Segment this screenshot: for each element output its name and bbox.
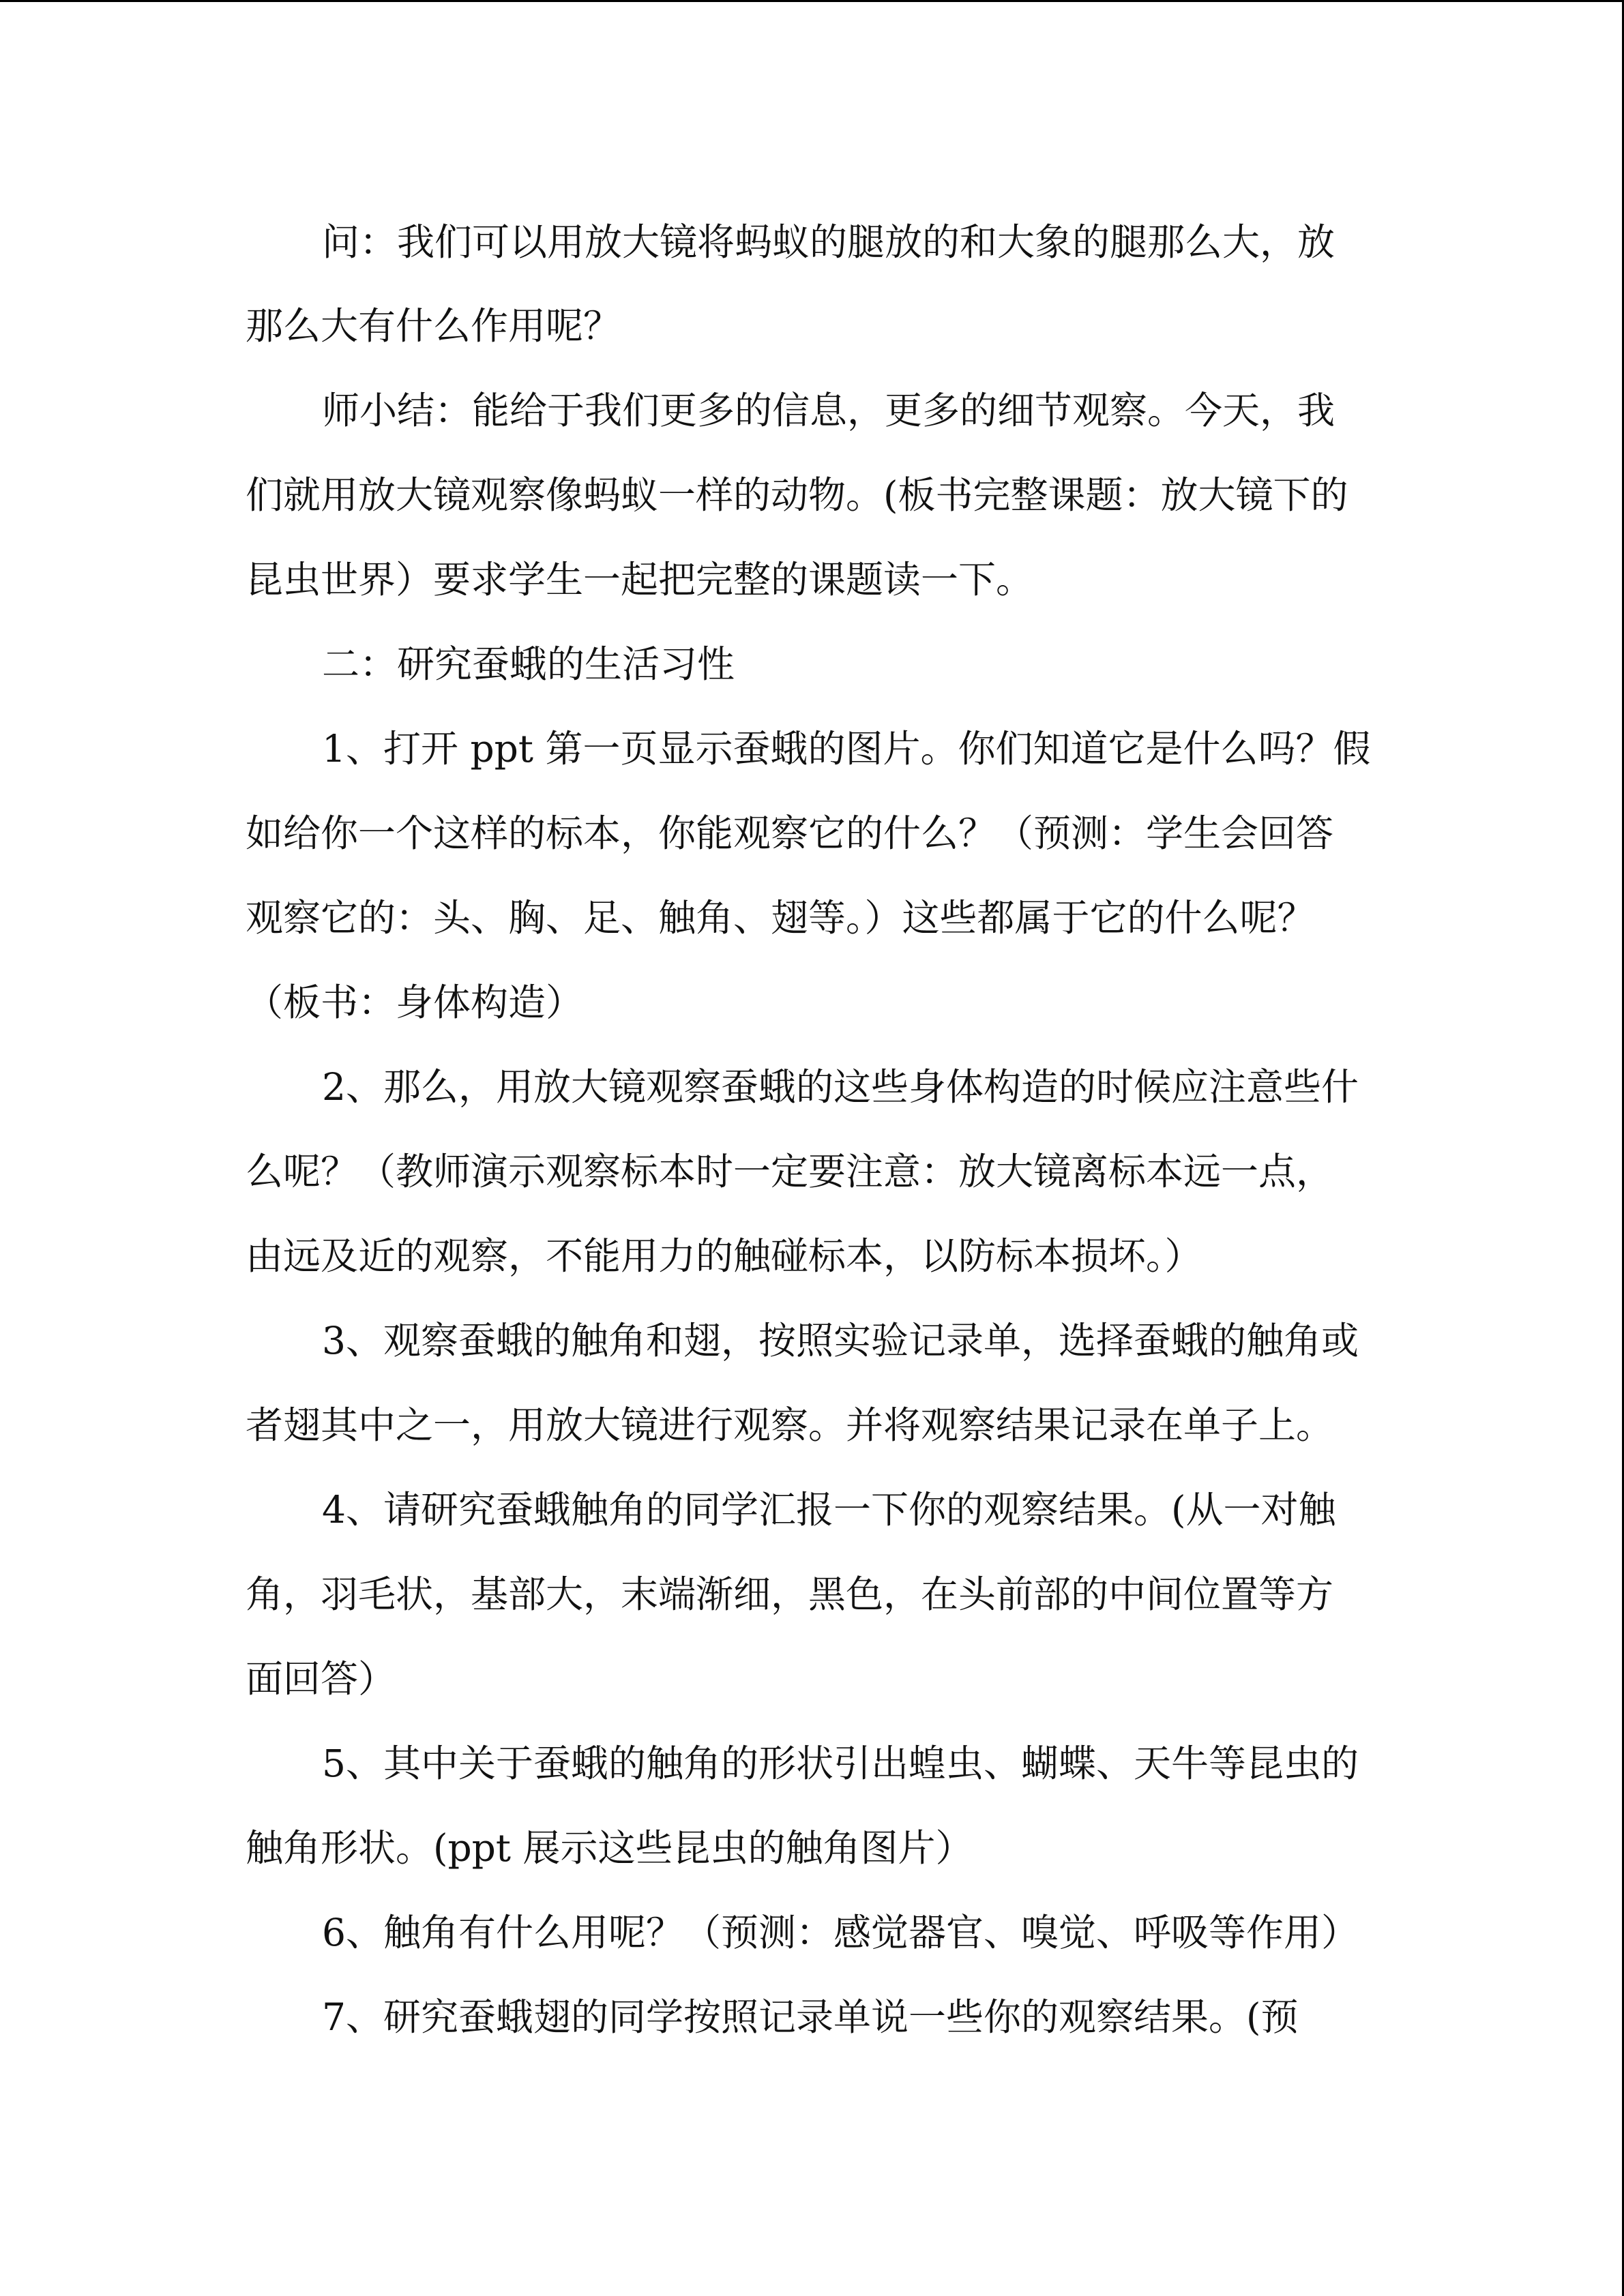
text-line: 6、触角有什么用呢？（预测：感觉器官、嗅觉、呼吸等作用）: [322, 1911, 1359, 1954]
text-line: 5、其中关于蚕蛾的触角的形状引出蝗虫、蝴蝶、天牛等昆虫的: [322, 1742, 1359, 1785]
text-line: 观察它的：头、胸、足、触角、翅等。）这些都属于它的什么呢？: [246, 896, 1315, 940]
text-line: 者翅其中之一，用放大镜进行观察。并将观察结果记录在单子上。: [246, 1403, 1334, 1447]
text-line: 如给你一个这样的标本，你能观察它的什么？（预测：学生会回答: [246, 811, 1334, 855]
text-line: 2、那么，用放大镜观察蚕蛾的这些身体构造的时候应注意些什: [322, 1065, 1359, 1109]
text-line: （板书：身体构造）: [246, 981, 584, 1024]
text-line: 4、请研究蚕蛾触角的同学汇报一下你的观察结果。(从一对触: [322, 1488, 1336, 1532]
text-line: 1、打开 ppt 第一页显示蚕蛾的图片。你们知道它是什么吗？假: [322, 727, 1371, 771]
text-line: 昆虫世界）要求学生一起把完整的课题读一下。: [246, 558, 1034, 601]
text-line: 面回答）: [246, 1657, 396, 1701]
text-line: 7、研究蚕蛾翅的同学按照记录单说一些你的观察结果。(预: [322, 1995, 1299, 2039]
text-line: 师小结：能给于我们更多的信息，更多的细节观察。今天，我: [322, 389, 1335, 432]
text-line: 们就用放大镜观察像蚂蚁一样的动物。(板书完整课题：放大镜下的: [246, 473, 1348, 517]
section-heading: 二：研究蚕蛾的生活习性: [322, 642, 735, 686]
text-line: 触角形状。(ppt 展示这些昆虫的触角图片）: [246, 1826, 973, 1870]
text-line: 角，羽毛状，基部大，末端渐细，黑色，在头前部的中间位置等方: [246, 1572, 1334, 1616]
text-line: 3、观察蚕蛾的触角和翅，按照实验记录单，选择蚕蛾的触角或: [322, 1319, 1359, 1362]
text-line: 那么大有什么作用呢？: [246, 304, 621, 348]
text-line: 么呢？（教师演示观察标本时一定要注意：放大镜离标本远一点，: [246, 1150, 1334, 1193]
text-line: 问：我们可以用放大镜将蚂蚁的腿放的和大象的腿那么大，放: [322, 220, 1335, 264]
text-line: 由远及近的观察，不能用力的触碰标本，以防标本损坏。）: [246, 1234, 1202, 1278]
